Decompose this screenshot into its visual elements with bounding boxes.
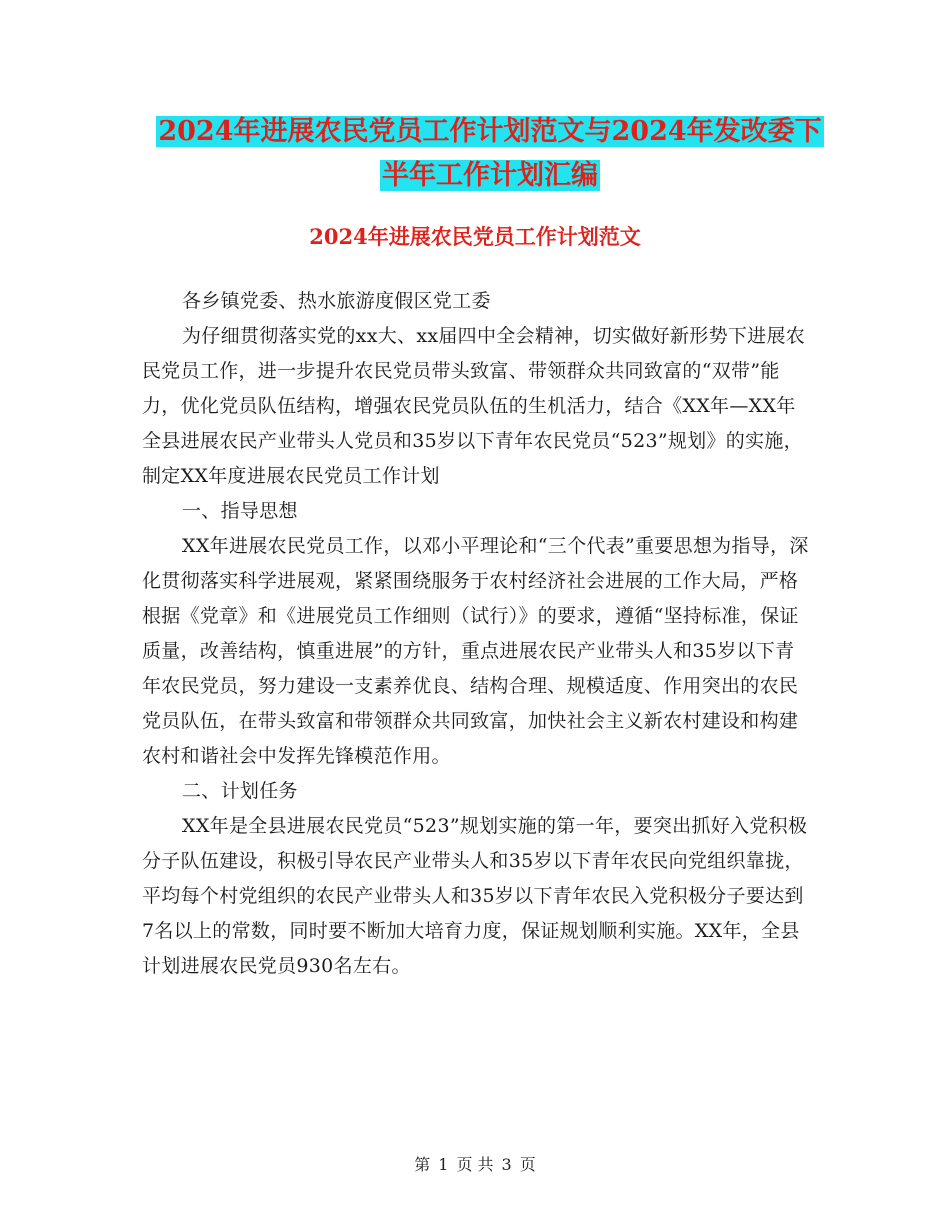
plan-tasks-paragraph: XX年是全县进展农民党员“523”规划实施的第一年，要突出抓好入党积极分子队伍建设，积极引导农民产业带头人和35岁以下青年农民向党组织靠拢，平均每个村党组织的农民产业带头人和35岁以下青年农民入党积极分子要达到7名以上的常数，同时要不断加大培育力度，保证规划顺利实施。XX年，全县计划进展农民党员930名左右。 (142, 815, 808, 977)
footer-prefix: 第 (414, 1155, 431, 1174)
document-body (142, 284, 812, 984)
title-line-1: 2024年进展农民党员工作计划范文与2024年发改委下 (158, 116, 822, 147)
title-line-2: 半年工作计划汇编 (382, 160, 598, 191)
salutation-paragraph: 各乡镇党委、热水旅游度假区党工委 (182, 290, 491, 312)
total-page-number: 3 (501, 1155, 512, 1174)
guiding-thought-paragraph: XX年进展农民党员工作，以邓小平理论和“三个代表”重要思想为指导，深化贯彻落实科学进展观，紧紧围绕服务于农村经济社会进展的工作大局，严格根据《党章》和《进展党员工作细则（试行）》的要求，遵循“坚持标准，保证质量，改善结构，慎重进展”的方针，重点进展农民产业带头人和35岁以下青年农民党员，努力建设一支素养优良、结构合理、规模适度、作用突出的农民党员队伍，在带头致富和带领群众共同致富，加快社会主义新农村建设和构建农村和谐社会中发挥先锋模范作用。 (142, 535, 809, 767)
heading-plan-tasks: 二、计划任务 (182, 780, 298, 802)
intro-paragraph: 为仔细贯彻落实党的xx大、xx届四中全会精神，切实做好新形势下进展农民党员工作，进一步提升农民党员带头致富、带领群众共同致富的“双带”能力，优化党员队伍结构，增强农民党员队伍的生机活力，结合《XX年—XX年全县进展农民产业带头人党员和35岁以下青年农民党员“523”规划》的实施，制定XX年度进展农民党员工作计划 (142, 325, 806, 487)
footer-middle: 页 共 (456, 1155, 494, 1174)
heading-guiding-thought: 一、指导思想 (182, 500, 298, 522)
page-footer (0, 1152, 950, 1175)
current-page-number: 1 (438, 1155, 449, 1174)
section-title: 2024年进展农民党员工作计划范文 (309, 224, 641, 249)
document-title (140, 110, 840, 198)
footer-suffix: 页 (519, 1155, 536, 1174)
